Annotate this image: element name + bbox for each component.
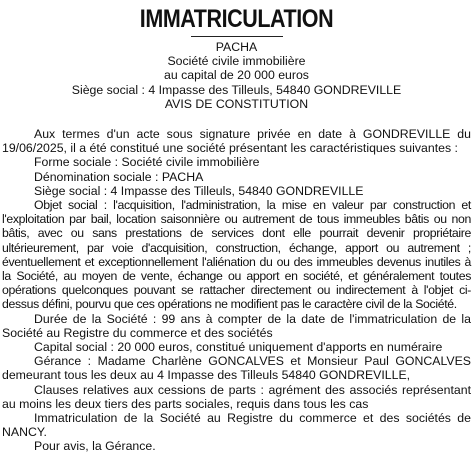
paragraph-purpose: Objet social : l'acquisition, l'administration, la mise en valeur par construction et l'exploitation par bail, location saisonnière ou autrement de tous immeubles bâtis ou non bâtis, avec ou sans prestations de services dont elle pourrait devenir propriétaire ultérieurement, par voie d'acquisition, construction, échange, apport ou autrement ; éventuellement et exceptionnellement l'aliénation du ou des immeubles devenus inutiles à la Société, au moyen de vente, échange ou apport en société, et généralement toutes opérations quelconques pouvant se rattacher directement ou indirectement à l'objet ci-dessus défini, pourvu que ces opérations ne modifient pas le caractère civil de la Société. — [2, 198, 471, 312]
notice-title: IMMATRICULATION — [139, 5, 334, 33]
notice-body — [2, 127, 471, 454]
company-seat: Siège social : 4 Impasse des Tilleuls, 54840 GONDREVILLE — [71, 82, 402, 97]
paragraph-registered-office: Siège social : 4 Impasse des Tilleuls, 54840 GONDREVILLE — [34, 183, 364, 198]
title-divider — [191, 36, 283, 37]
paragraph-management: Gérance : Madame Charlène GONCALVES et Monsieur Paul GONCALVES demeurant tous les deux au 4 Impasse des Tilleuls 54840 GONDREVILLE, — [2, 354, 471, 383]
company-header — [0, 40, 473, 111]
company-type: Société civile immobilière — [167, 54, 306, 69]
company-capital: au capital de 20 000 euros — [164, 68, 309, 83]
paragraph-deed: Aux termes d'un acte sous signature privée en date à GONDREVILLE du 19/06/2025, il a été constitué une société présentant les caractéristiques suivantes : — [2, 127, 471, 156]
paragraph-capital: Capital social : 20 000 euros, constitué uniquement d'apports en numéraire — [34, 340, 443, 355]
paragraph-share-transfer: Clauses relatives aux cessions de parts : agrément des associés représentant au moins les deux tiers des parts sociales, requis dans tous les cas — [2, 382, 471, 411]
company-name: PACHA — [215, 40, 258, 54]
paragraph-signature: Pour avis, la Gérance. — [34, 439, 156, 454]
paragraph-duration: Durée de la Société : 99 ans à compter de la date de l'immatriculation de la Société au Registre du commerce et des sociétés — [2, 311, 471, 340]
paragraph-company-name: Dénomination sociale : PACHA — [34, 169, 204, 184]
paragraph-registration: Immatriculation de la Société au Registre du commerce et des sociétés de NANCY. — [2, 411, 471, 440]
notice-type: AVIS DE CONSTITUTION — [164, 96, 309, 111]
paragraph-legal-form: Forme sociale : Société civile immobilière — [34, 155, 260, 170]
